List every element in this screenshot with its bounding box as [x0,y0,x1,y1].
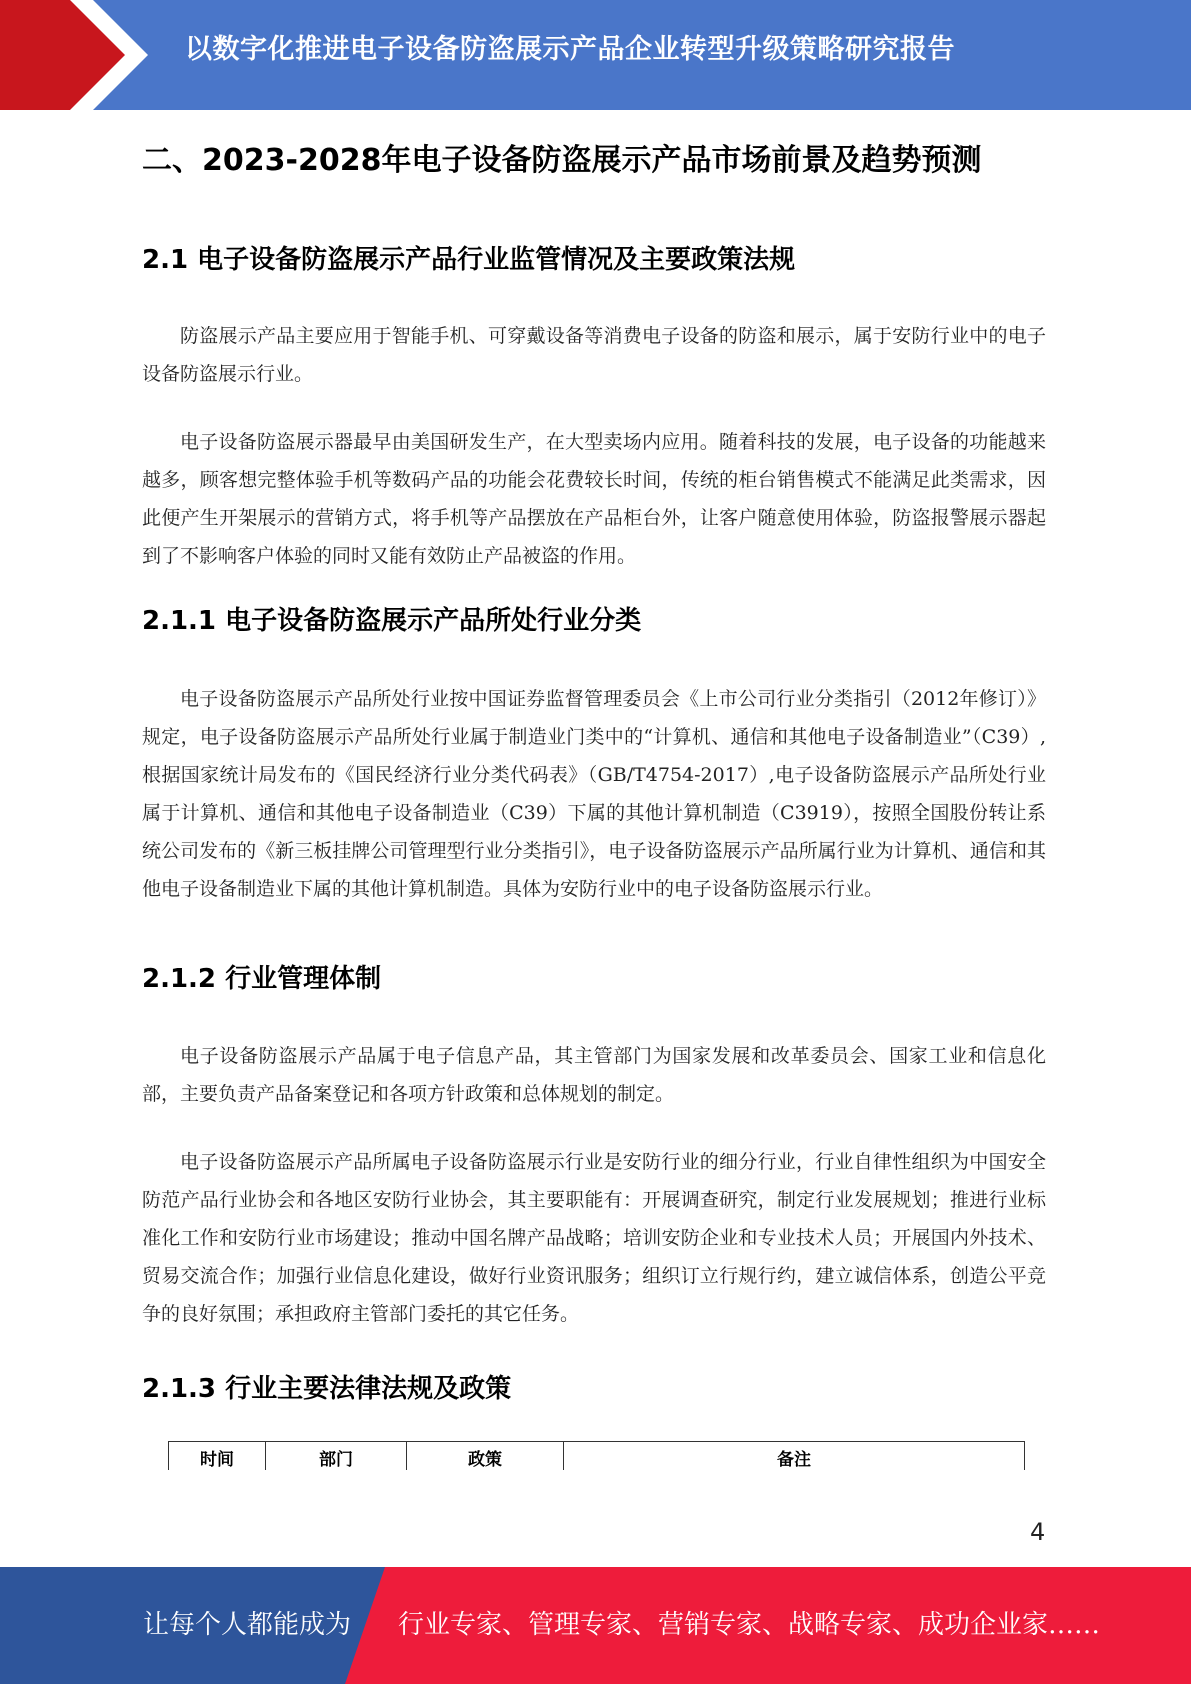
page-number: 4 [1030,1518,1046,1546]
table-header-remarks: 备注 [564,1442,1025,1471]
section-heading-2-1-2: 2.1.2 行业管理体制 [142,964,382,994]
header-banner [0,0,1191,110]
paragraph: 防盗展示产品主要应用于智能手机、可穿戴设备等消费电子设备的防盗和展示，属于安防行业中的电子设备防盗展示行业。 [142,325,1046,385]
table-header-policy: 政策 [407,1442,564,1471]
footer-slogan-left: 让每个人都能成为 [143,1610,352,1640]
section-heading-2-1: 2.1 电子设备防盗展示产品行业监管情况及主要政策法规 [142,245,796,275]
section-heading-2-1-1: 2.1.1 电子设备防盗展示产品所处行业分类 [142,606,642,636]
policy-table [168,1441,1025,1470]
paragraph: 电子设备防盗展示产品所处行业按中国证券监督管理委员会《上市公司行业分类指引（2012年修订）》规定，电子设备防盗展示产品所处行业属于制造业门类中的“计算机、通信和其他电子设备制造业”（C39）,根据国家统计局发布的《国民经济行业分类代码表》（GB/T4754-2017）,电子设备防盗展示产品所处行业属于计算机、通信和其他电子设备制造业（C39）下属的其他计算机制造（C3919），按照全国股份转让系统公司发布的《新三板挂牌公司管理型行业分类指引》，电子设备防盗展示产品所属行业为计算机、通信和其他电子设备制造业下属的其他计算机制造。具体为安防行业中的电子设备防盗展示行业。 [142,688,1046,900]
table-header-department: 部门 [266,1442,407,1471]
header-arrow-decoration [0,0,160,110]
footer-slogan-right: 行业专家、管理专家、营销专家、战略专家、成功企业家…… [398,1610,1101,1640]
section-heading-2-1-3: 2.1.3 行业主要法律法规及政策 [142,1374,512,1404]
paragraph: 电子设备防盗展示产品所属电子设备防盗展示行业是安防行业的细分行业，行业自律性组织为中国安全防范产品行业协会和各地区安防行业协会，其主要职能有：开展调查研究，制定行业发展规划；推进行业标准化工作和安防行业市场建设；推动中国名牌产品战略；培训安防企业和专业技术人员；开展国内外技术、贸易交流合作；加强行业信息化建设，做好行业资讯服务；组织订立行规行约，建立诚信体系，创造公平竞争的良好氛围；承担政府主管部门委托的其它任务。 [142,1151,1046,1325]
chapter-title: 二、2023-2028年电子设备防盗展示产品市场前景及趋势预测 [142,143,982,178]
paragraph: 电子设备防盗展示器最早由美国研发生产，在大型卖场内应用。随着科技的发展，电子设备的功能越来越多，顾客想完整体验手机等数码产品的功能会花费较长时间，传统的柜台销售模式不能满足此类需求，因此便产生开架展示的营销方式，将手机等产品摆放在产品柜台外，让客户随意使用体验，防盗报警展示器起到了不影响客户体验的同时又能有效防止产品被盗的作用。 [142,431,1046,567]
table-header-time: 时间 [169,1442,266,1471]
report-title: 以数字化推进电子设备防盗展示产品企业转型升级策略研究报告 [185,34,955,65]
footer-banner [0,1567,1191,1684]
paragraph: 电子设备防盗展示产品属于电子信息产品，其主管部门为国家发展和改革委员会、国家工业和信息化部，主要负责产品备案登记和各项方针政策和总体规划的制定。 [142,1045,1046,1105]
